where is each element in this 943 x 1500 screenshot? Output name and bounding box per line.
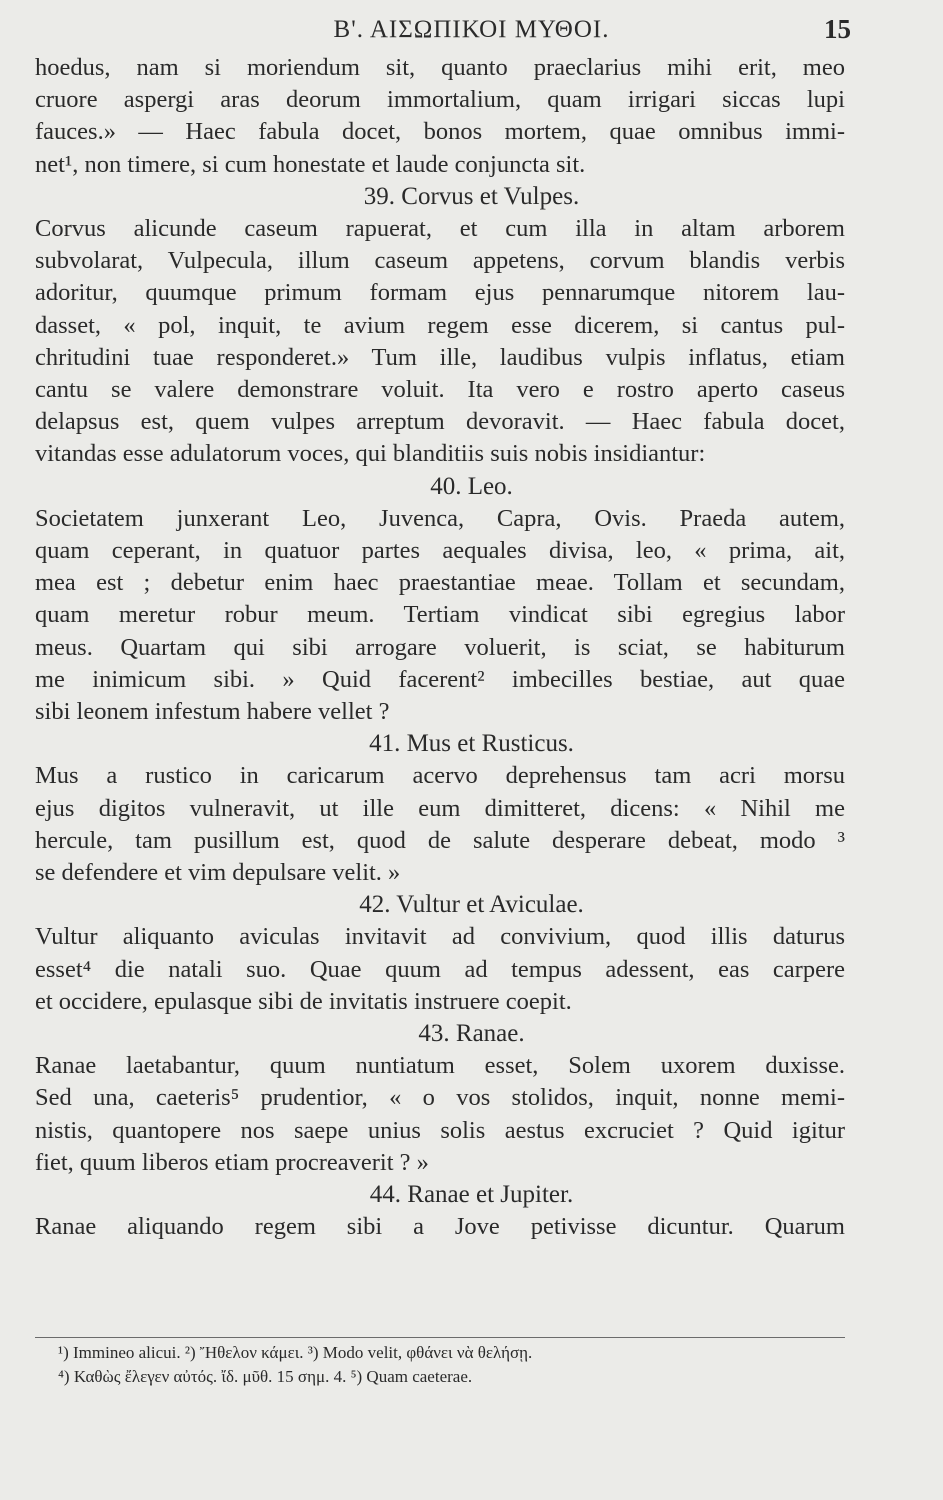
fable-title: 44. Ranae et Jupiter. (369, 1181, 574, 1208)
text-line: cruore aspergi aras deorum immortalium, quam irrigari siccas lupi (35, 86, 845, 114)
text-line: net¹, non timere, si cum honestate et laude conjuncta sit. (35, 150, 586, 178)
text-line: quam ceperant, in quatuor partes aequales divisa, leo, « prima, ait, (35, 537, 845, 564)
text-line: esset⁴ die natali suo. Quae quum ad tempus adessent, eas carpere (35, 955, 845, 983)
running-head: Β'. ΑΙΣΩΠΙΚΟΙ ΜΥΘΟΙ. (333, 16, 610, 43)
text-line: delapsus est, quem vulpes arreptum devoravit. — Haec fabula docet, (35, 408, 845, 436)
text-line: Corvus alicunde caseum rapuerat, et cum illa in altam arborem (35, 215, 845, 242)
text-line: Ranae aliquando regem sibi a Jove petivisse dicuntur. Quarum (35, 1213, 845, 1241)
text-line: Societatem junxerant Leo, Juvenca, Capra, Ovis. Praeda autem, (35, 504, 845, 532)
text-line: hercule, tam pusillum est, quod de salute desperare debeat, modo ³ (35, 826, 845, 854)
fable-title: 42. Vultur et Aviculae. (359, 891, 584, 919)
text-line: mea est ; debetur enim haec praestantiae meae. Tollam et secundam, (35, 569, 845, 597)
text-line: nistis, quantopere nos saepe unius solis aestus excruciet ? Quid igitur (35, 1116, 845, 1144)
fable-title: 43. Ranae. (418, 1020, 525, 1047)
footnote-rule (35, 1337, 845, 1338)
text-line: fiet, quum liberos etiam procreaverit ? » (35, 1148, 429, 1176)
text-line: Mus a rustico in caricarum acervo deprehensus tam acri morsu (35, 762, 845, 790)
fable-title: 41. Mus et Rusticus. (369, 730, 574, 758)
text-line: sibi leonem infestum habere vellet ? (35, 698, 390, 725)
text-line: dasset, « pol, inquit, te avium regem esse dicerem, si cantus pul- (35, 311, 845, 339)
page-header (0, 14, 943, 50)
fable-title: 40. Leo. (430, 472, 513, 500)
text-line: fauces.» — Haec fabula docet, bonos mortem, quae omnibus immi- (35, 118, 845, 146)
text-line: Sed una, caeteris⁵ prudentior, « o vos stolidos, inquit, nonne memi- (35, 1084, 845, 1112)
text-line: me inimicum sibi. » Quid facerent² imbecilles bestiae, aut quae (35, 665, 845, 693)
text-line: quam meretur robur meum. Tertiam vindicat sibi egregius labor (35, 601, 845, 629)
text-line: et occidere, epulasque sibi de invitatis instruere coepit. (35, 987, 572, 1015)
text-line: cantu se valere demonstrare voluit. Ita vero e rostro aperto caseus (35, 376, 845, 403)
text-line: meus. Quartam qui sibi arrogare voluerit, is sciat, se habiturum (35, 633, 845, 661)
text-line: Ranae laetabantur, quum nuntiatum esset, Solem uxorem duxisse. (35, 1052, 845, 1080)
footnote-line: ⁴) Καθὼς ἔλεγεν αὐτός. ἴδ. μῦθ. 15 σημ. 4. ⁵) Quam caeterae. (58, 1367, 473, 1386)
page-number: 15 (824, 14, 851, 44)
fable-title: 39. Corvus et Vulpes. (363, 182, 580, 210)
text-line: chritudini tuae responderet.» Tum ille, laudibus vulpis inflatus, etiam (35, 343, 845, 371)
text-line: vitandas esse adulatorum voces, qui blanditiis suis nobis insidiantur: (35, 440, 706, 468)
text-line: ejus digitos vulneravit, ut ille eum dimitteret, dicens: « Nihil me (35, 794, 845, 822)
footnote-line: ¹) Immineo alicui. ²) Ἤθελον κάμει. ³) Modo velit, φθάνει νὰ θελήσῃ. (58, 1343, 533, 1362)
text-line: se defendere et vim depulsare velit. » (35, 859, 401, 886)
text-line: subvolarat, Vulpecula, illum caseum appetens, corvum blandis verbis (35, 247, 845, 275)
text-line: hoedus, nam si moriendum sit, quanto praeclarius mihi erit, meo (35, 54, 845, 81)
text-line: adoritur, quumque primum formam ejus pennarumque nitorem lau- (35, 279, 845, 307)
text-line: Vultur aliquanto aviculas invitavit ad convivium, quod illis daturus (35, 923, 845, 951)
